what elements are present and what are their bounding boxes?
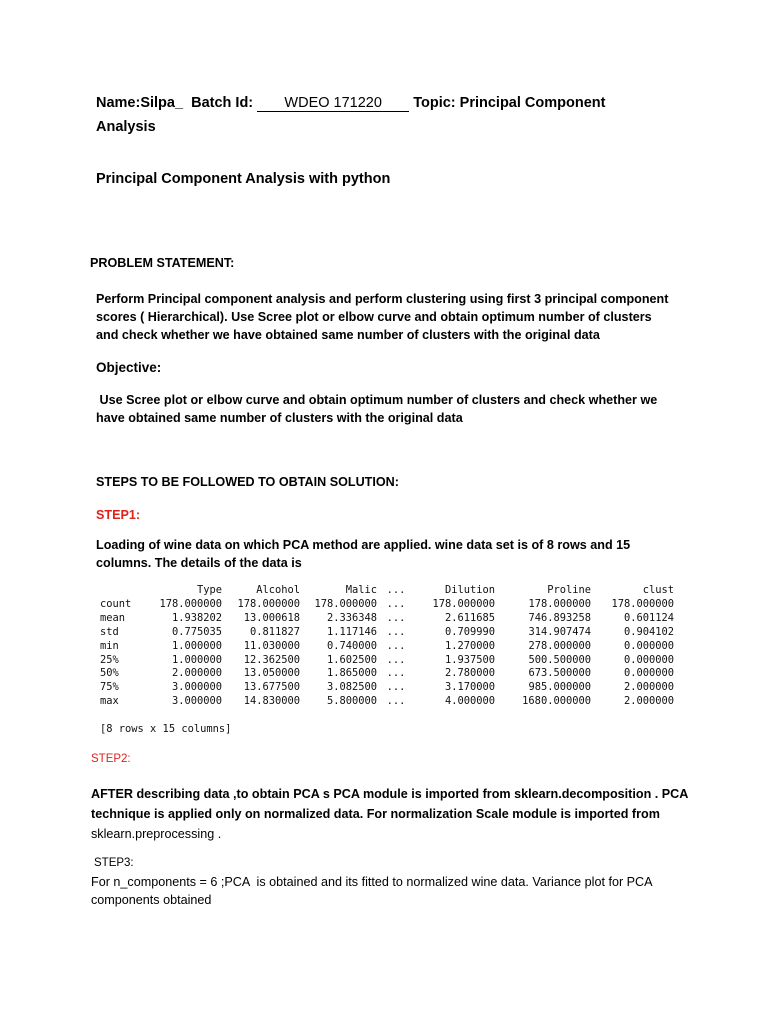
- step1-text: [96, 536, 630, 572]
- table-cell: 1.937500: [444, 653, 495, 666]
- table-cell: ...: [386, 695, 406, 708]
- topic-continuation: Analysis: [96, 119, 156, 135]
- table-cell: 314.907474: [528, 625, 591, 638]
- table-cell: 178.000000: [159, 597, 222, 610]
- table-footer: [8 rows x 15 columns]: [100, 723, 232, 736]
- step2-line-3: sklearn.preprocessing .: [91, 827, 222, 841]
- table-header-cell: Malic: [345, 584, 377, 596]
- table-cell: 2.000000: [623, 695, 674, 708]
- table-cell: 0.000000: [623, 667, 674, 680]
- table-cell: ...: [386, 653, 406, 666]
- table-cell: 178.000000: [528, 597, 591, 610]
- table-cell: 0.811827: [249, 625, 300, 638]
- table-cell: 3.170000: [444, 681, 495, 694]
- name-label: Name:Silpa_: [96, 95, 184, 111]
- objective-line-2: have obtained same number of clusters with the original data: [96, 411, 463, 425]
- table-body: [100, 598, 674, 709]
- table-cell: ...: [386, 667, 406, 680]
- table-cell: ...: [386, 681, 406, 694]
- step1-label: STEP1:: [96, 508, 141, 522]
- table-row-label: mean: [100, 611, 126, 624]
- step2-line-1: AFTER describing data ,to obtain PCA s PCA module is imported from sklearn.decomposition . PCA: [91, 787, 689, 801]
- table-row: [100, 612, 674, 626]
- table-cell: 1.270000: [444, 639, 495, 652]
- table-cell: 0.709990: [444, 625, 495, 638]
- table-cell: 746.893258: [528, 611, 591, 624]
- table-row-label: max: [100, 695, 119, 708]
- table-row: [100, 640, 674, 654]
- step2-label: STEP2:: [91, 753, 131, 765]
- table-cell: 0.775035: [171, 625, 222, 638]
- table-header-cell: [100, 584, 146, 598]
- steps-heading: STEPS TO BE FOLLOWED TO OBTAIN SOLUTION:: [96, 475, 399, 489]
- table-cell: 178.000000: [432, 597, 495, 610]
- table-cell: 0.904102: [623, 625, 674, 638]
- table-row-label: min: [100, 639, 119, 652]
- table-cell: 2.000000: [623, 681, 674, 694]
- problem-line-1: Perform Principal component analysis and perform clustering using first 3 principal component: [96, 292, 669, 306]
- table-cell: 13.050000: [243, 667, 300, 680]
- table-cell: 3.082500: [326, 681, 377, 694]
- table-cell: 0.601124: [623, 611, 674, 624]
- step1-line-2: columns. The details of the data is: [96, 556, 302, 570]
- table-row: [100, 654, 674, 668]
- table-cell: 2.000000: [171, 667, 222, 680]
- step3-label: STEP3:: [94, 857, 134, 869]
- table-cell: 1.602500: [326, 653, 377, 666]
- table-row: [100, 626, 674, 640]
- table-cell: 2.611685: [444, 611, 495, 624]
- table-cell: 0.000000: [623, 639, 674, 652]
- step2-line-2: technique is applied only on normalized data. For normalization Scale module is imported from: [91, 807, 660, 821]
- table-header-cell: Proline: [547, 584, 591, 596]
- table-cell: 14.830000: [243, 695, 300, 708]
- table-header-cell: Dilution: [444, 584, 495, 596]
- problem-line-2: scores ( Hierarchical). Use Scree plot or elbow curve and obtain optimum number of clusters: [96, 310, 652, 324]
- table-cell: 0.740000: [326, 639, 377, 652]
- table-cell: ...: [386, 597, 406, 610]
- table-cell: 278.000000: [528, 639, 591, 652]
- step1-line-1: Loading of wine data on which PCA method are applied. wine data set is of 8 rows and 15: [96, 538, 631, 552]
- batch-value: WDEO 171220: [257, 96, 409, 112]
- table-cell: 1.000000: [171, 653, 222, 666]
- table-row: [100, 681, 674, 695]
- table-row: [100, 695, 674, 709]
- table-cell: 1.000000: [171, 639, 222, 652]
- step3-line-1: For n_components = 6 ;PCA is obtained and its fitted to normalized wine data. Variance plot for PCA: [91, 875, 653, 889]
- table-cell: 4.000000: [444, 695, 495, 708]
- step2-text: [91, 784, 688, 844]
- table-cell: 12.362500: [243, 653, 300, 666]
- table-cell: ...: [386, 625, 406, 638]
- table-cell: 3.000000: [171, 695, 222, 708]
- problem-line-3: and check whether we have obtained same number of clusters with the original data: [96, 328, 600, 342]
- table-cell: 1680.000000: [522, 695, 591, 708]
- table-header-row: [100, 584, 674, 598]
- table-cell: 11.030000: [243, 639, 300, 652]
- table-cell: ...: [386, 639, 406, 652]
- table-header-cell: ...: [386, 584, 406, 596]
- describe-table: [100, 584, 674, 737]
- table-cell: 673.500000: [528, 667, 591, 680]
- table-cell: 13.000618: [243, 611, 300, 624]
- table-header-cell: clust: [642, 584, 674, 596]
- table-cell: 2.336348: [326, 611, 377, 624]
- page-title: Principal Component Analysis with python: [96, 171, 391, 187]
- table-cell: ...: [386, 611, 406, 624]
- table-header-cell: Alcohol: [256, 584, 300, 596]
- objective-line-1: Use Scree plot or elbow curve and obtain optimum number of clusters and check whether we: [96, 393, 658, 407]
- table-row-label: 25%: [100, 653, 119, 666]
- table-cell: 1.938202: [171, 611, 222, 624]
- problem-heading: PROBLEM STATEMENT:: [90, 256, 235, 270]
- batch-label: Batch Id:: [191, 95, 254, 111]
- objective-text: [96, 391, 657, 427]
- table-row: [100, 667, 674, 681]
- table-row-label: 75%: [100, 681, 119, 694]
- table-cell: 985.000000: [528, 681, 591, 694]
- table-cell: 1.865000: [326, 667, 377, 680]
- table-cell: 2.780000: [444, 667, 495, 680]
- table-row-label: std: [100, 625, 119, 638]
- table-row-label: count: [100, 597, 132, 610]
- table-row-label: 50%: [100, 667, 119, 680]
- table-cell: 500.500000: [528, 653, 591, 666]
- problem-text: [96, 290, 696, 344]
- table-cell: 13.677500: [243, 681, 300, 694]
- objective-heading: Objective:: [96, 360, 162, 375]
- table-cell: 3.000000: [171, 681, 222, 694]
- header-line: [96, 92, 605, 115]
- step3-text: [91, 873, 653, 909]
- table-cell: 5.800000: [326, 695, 377, 708]
- step3-line-2: components obtained: [91, 893, 212, 907]
- topic-label: Topic: Principal Component: [413, 95, 606, 111]
- table-cell: 1.117146: [326, 625, 377, 638]
- table-cell: 178.000000: [314, 597, 377, 610]
- table-cell: 178.000000: [237, 597, 300, 610]
- table-row: [100, 598, 674, 612]
- table-header-cell: Type: [196, 584, 222, 596]
- table-cell: 178.000000: [611, 597, 674, 610]
- stats-table: [100, 584, 674, 709]
- table-cell: 0.000000: [623, 653, 674, 666]
